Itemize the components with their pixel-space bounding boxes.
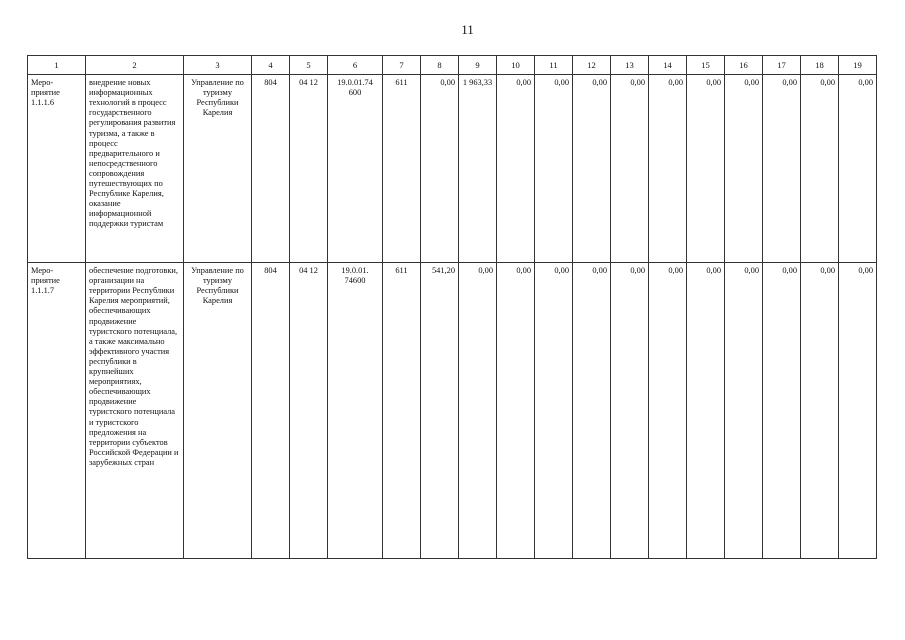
amount-cell: 0,00: [497, 75, 535, 263]
amount-cell: 0,00: [687, 263, 725, 559]
amount-cell: 541,20: [421, 263, 459, 559]
amount-cell: 0,00: [801, 75, 839, 263]
amount-cell: 0,00: [763, 75, 801, 263]
table-row: [28, 75, 877, 263]
event-id-cell: Меро-приятие 1.1.1.7: [28, 263, 86, 559]
column-header: 15: [687, 56, 725, 75]
code-cell: 04 12: [290, 263, 328, 559]
amount-cell: 0,00: [839, 263, 877, 559]
column-header: 17: [763, 56, 801, 75]
column-header: 3: [184, 56, 252, 75]
column-header: 16: [725, 56, 763, 75]
amount-cell: 0,00: [573, 75, 611, 263]
column-header: 6: [328, 56, 383, 75]
column-header: 13: [611, 56, 649, 75]
amount-cell: 0,00: [535, 263, 573, 559]
column-header: 7: [383, 56, 421, 75]
column-header: 18: [801, 56, 839, 75]
event-description-cell: внедрение новых информационных технологий в процесс государственного регулирования развития туризма, а также в процесс предварительного и непосредственного сопровождения путешествующих по Республике Карелия, оказание информационной поддержки туристам: [86, 75, 184, 263]
amount-cell: 0,00: [801, 263, 839, 559]
code-cell: 19.0.01. 74600: [328, 263, 383, 559]
amount-cell: 0,00: [535, 75, 573, 263]
code-cell: 611: [383, 263, 421, 559]
event-description-cell: обеспечение подготовки, организации на территории Республики Карелия мероприятий, обеспечивающих продвижение туристского потенциала, а также максимально эффективного участия республики в крупнейших мероприятиях, обеспечивающих продвижение туристского потенциала и туристского предложения на территории субъектов Российской Федерации и зарубежных стран: [86, 263, 184, 559]
code-cell: 804: [252, 263, 290, 559]
column-header: 10: [497, 56, 535, 75]
column-header: 11: [535, 56, 573, 75]
amount-cell: 0,00: [611, 263, 649, 559]
code-cell: 19.0.01.74 600: [328, 75, 383, 263]
amount-cell: 1 963,33: [459, 75, 497, 263]
amount-cell: 0,00: [839, 75, 877, 263]
column-header: 8: [421, 56, 459, 75]
amount-cell: 0,00: [725, 75, 763, 263]
page-number: 11: [461, 22, 474, 37]
amount-cell: 0,00: [573, 263, 611, 559]
amount-cell: 0,00: [497, 263, 535, 559]
budget-table: [27, 55, 877, 559]
amount-cell: 0,00: [649, 75, 687, 263]
amount-cell: 0,00: [421, 75, 459, 263]
column-number-row: [28, 56, 877, 75]
amount-cell: 0,00: [459, 263, 497, 559]
amount-cell: 0,00: [649, 263, 687, 559]
column-header: 9: [459, 56, 497, 75]
column-header: 19: [839, 56, 877, 75]
column-header: 12: [573, 56, 611, 75]
code-cell: 804: [252, 75, 290, 263]
amount-cell: 0,00: [725, 263, 763, 559]
table-row: [28, 263, 877, 559]
column-header: 14: [649, 56, 687, 75]
column-header: 1: [28, 56, 86, 75]
amount-cell: 0,00: [763, 263, 801, 559]
column-header: 2: [86, 56, 184, 75]
responsible-cell: Управление по туризму Республики Карелия: [184, 263, 252, 559]
code-cell: 04 12: [290, 75, 328, 263]
column-header: 4: [252, 56, 290, 75]
column-header: 5: [290, 56, 328, 75]
code-cell: 611: [383, 75, 421, 263]
responsible-cell: Управление по туризму Республики Карелия: [184, 75, 252, 263]
amount-cell: 0,00: [611, 75, 649, 263]
amount-cell: 0,00: [687, 75, 725, 263]
event-id-cell: Меро-приятие 1.1.1.6: [28, 75, 86, 263]
